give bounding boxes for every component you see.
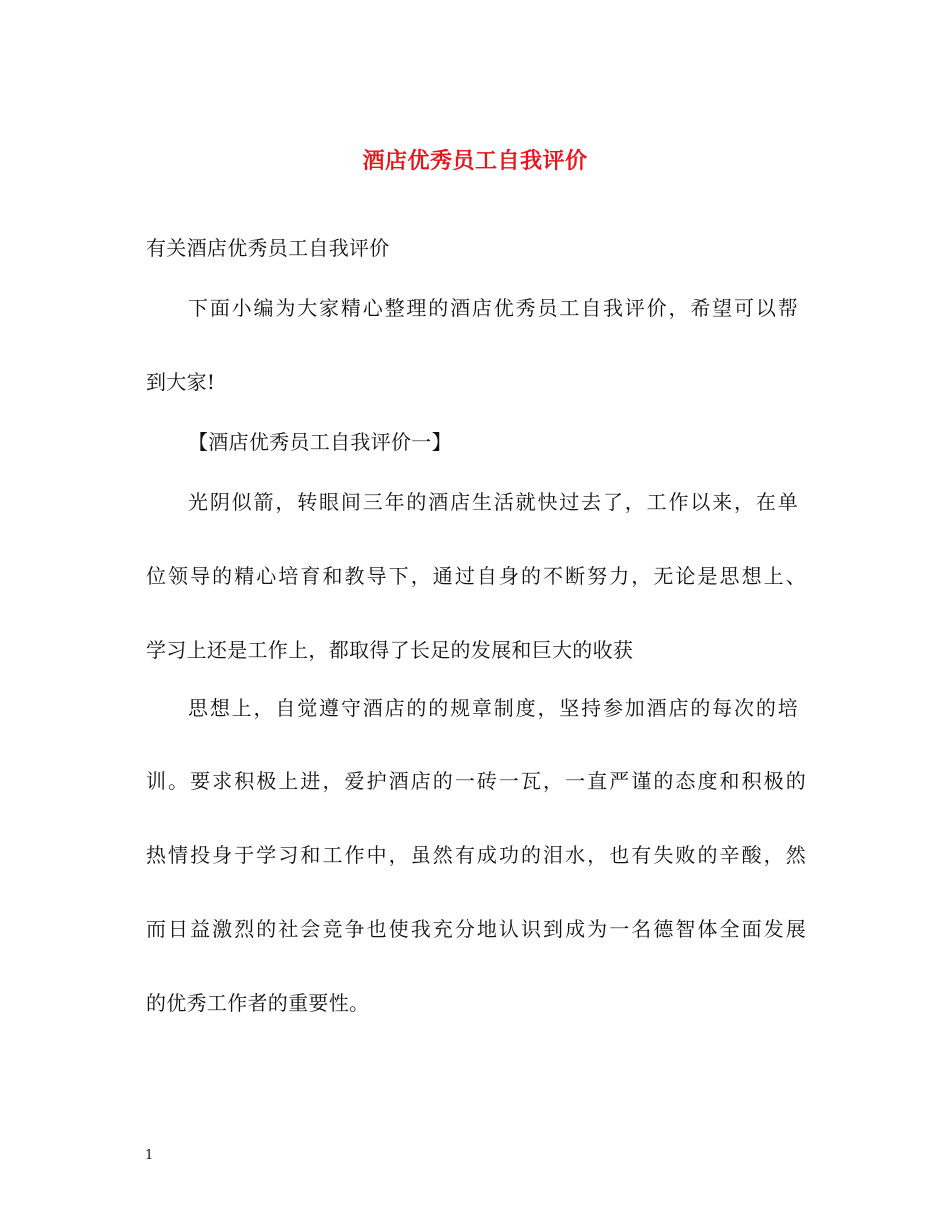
paragraph-line: 光阴似箭，转眼间三年的酒店生活就快过去了，工作以来，在单 [188, 490, 798, 514]
document-title: 酒店优秀员工自我评价 [362, 148, 588, 174]
paragraph-line: 训。要求积极上进，爱护酒店的一砖一瓦，一直严谨的态度和积极的 [146, 769, 806, 793]
page-number: 1 [145, 1148, 154, 1163]
subtitle: 有关酒店优秀员工自我评价 [146, 236, 390, 260]
paragraph-line: 到大家! [146, 370, 216, 394]
section-heading: 【酒店优秀员工自我评价一】 [188, 430, 452, 454]
paragraph-line: 思想上，自觉遵守酒店的的规章制度，坚持参加酒店的每次的培 [188, 696, 798, 720]
paragraph-line: 学习上还是工作上，都取得了长足的发展和巨大的收获 [146, 638, 634, 662]
paragraph-line: 热情投身于学习和工作中，虽然有成功的泪水，也有失败的辛酸，然 [146, 843, 806, 867]
paragraph-line: 的优秀工作者的重要性。 [146, 991, 370, 1015]
paragraph-line: 而日益激烈的社会竞争也使我充分地认识到成为一名德智体全面发展 [146, 917, 806, 941]
paragraph-line: 下面小编为大家精心整理的酒店优秀员工自我评价，希望可以帮 [188, 296, 798, 320]
paragraph-line: 位领导的精心培育和教导下，通过自身的不断努力，无论是思想上、 [146, 564, 806, 588]
